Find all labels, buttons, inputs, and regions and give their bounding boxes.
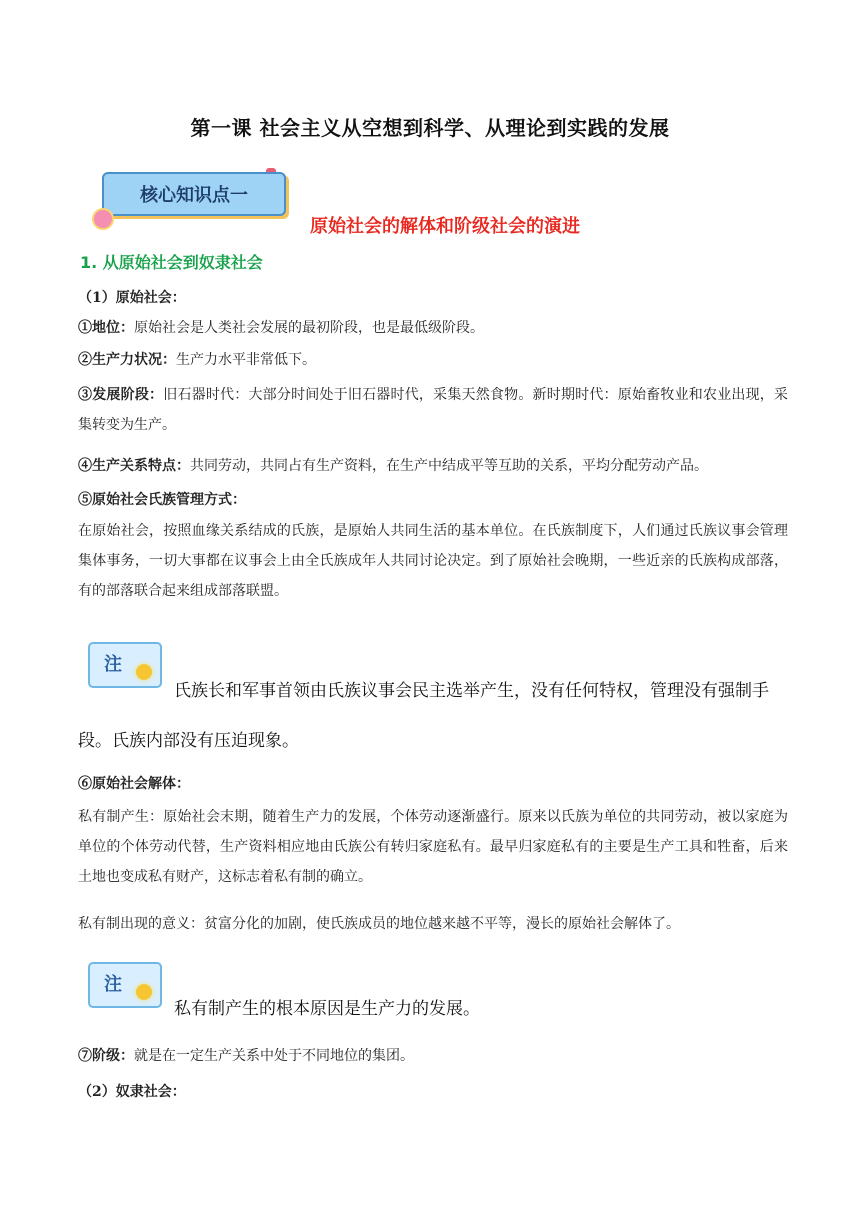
note-badge xyxy=(88,962,162,1008)
item-text: 生产力水平非常低下。 xyxy=(176,352,316,368)
item-label: ④生产关系特点： xyxy=(78,458,190,474)
item-disintegration-label: ⑥原始社会解体： xyxy=(78,776,190,792)
heading-primitive-to-slave: 1. 从原始社会到奴隶社会 xyxy=(80,253,263,272)
item-class xyxy=(78,1046,788,1066)
item-stages xyxy=(78,380,788,440)
note-badge xyxy=(88,642,162,688)
item-label: ③发展阶段： xyxy=(78,387,164,403)
sub-heading-slave: （2）奴隶社会： xyxy=(78,1084,186,1100)
item-relations xyxy=(78,456,788,476)
page-title: 第一课 社会主义从空想到科学、从理论到实践的发展 xyxy=(190,116,670,140)
badge-label: 核心知识点一 xyxy=(140,185,248,206)
private-ownership-significance: 私有制出现的意义：贫富分化的加剧，使氏族成员的地位越来越不平等，漫长的原始社会解体了。 xyxy=(78,916,680,932)
note-label: 注 xyxy=(104,654,122,675)
section-title: 原始社会的解体和阶级社会的演进 xyxy=(310,216,580,237)
item-label: ⑦阶级： xyxy=(78,1048,134,1064)
private-ownership-paragraph: 私有制产生：原始社会末期，随着生产力的发展，个体劳动逐渐盛行。原来以氏族为单位的共同劳动，被以家庭为单位的个体劳动代替，生产资料相应地由氏族公有转归家庭私有。最早归家庭私有的主要是生产工具和牲畜，后来土地也变成私有财产，这标志着私有制的确立。 xyxy=(78,809,788,885)
item-productivity xyxy=(78,350,788,370)
note2-text: 私有制产生的根本原因是生产力的发展。 xyxy=(174,999,480,1019)
lightbulb-icon xyxy=(136,664,152,680)
clan-management-paragraph: 在原始社会，按照血缘关系结成的氏族，是原始人共同生活的基本单位。在氏族制度下，人们通过氏族议事会管理集体事务，一切大事都在议事会上由全氏族成年人共同讨论决定。到了原始社会晚期，一些近亲的氏族构成部落，有的部落联合起来组成部落联盟。 xyxy=(78,523,788,599)
note-label: 注 xyxy=(104,974,122,995)
item-text: 共同劳动，共同占有生产资料，在生产中结成平等互助的关系，平均分配劳动产品。 xyxy=(190,458,708,474)
item-label: ②生产力状况： xyxy=(78,352,176,368)
sub-heading-primitive: （1）原始社会： xyxy=(78,290,186,306)
knowledge-point-badge xyxy=(90,168,290,234)
note-text-line1: 氏族长和军事首领由氏族议事会民主选举产生，没有任何特权，管理没有强制手 xyxy=(174,681,769,701)
item-text: 就是在一定生产关系中处于不同地位的集团。 xyxy=(134,1048,414,1064)
badge-box xyxy=(102,172,286,216)
decor-megaphone-icon xyxy=(92,208,114,230)
item-label: ①地位： xyxy=(78,320,134,336)
item-status xyxy=(78,318,788,338)
item-text: 原始社会是人类社会发展的最初阶段，也是最低级阶段。 xyxy=(134,320,484,336)
item-clan-management-label: ⑤原始社会氏族管理方式： xyxy=(78,492,246,508)
item-text: 旧石器时代：大部分时间处于旧石器时代，采集天然食物。新时期时代：原始畜牧业和农业出现，采集转变为生产。 xyxy=(78,387,789,433)
note-text-line2: 段。氏族内部没有压迫现象。 xyxy=(78,731,299,751)
lightbulb-icon xyxy=(136,984,152,1000)
